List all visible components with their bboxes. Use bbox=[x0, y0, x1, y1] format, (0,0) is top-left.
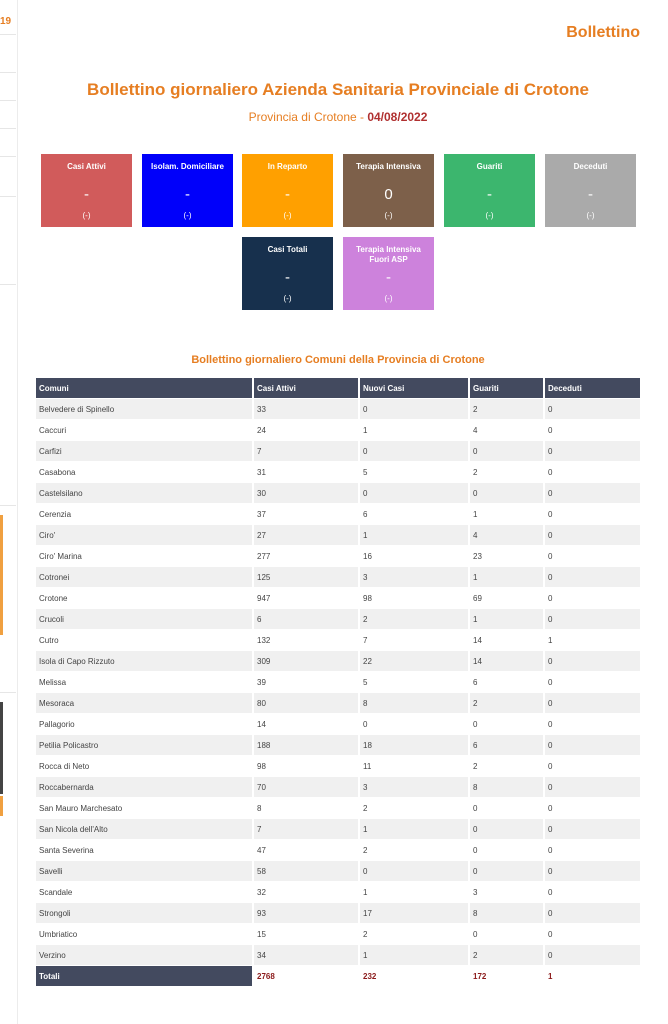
cell-nuovi-casi: 3 bbox=[360, 776, 470, 797]
cell-nuovi-casi: 5 bbox=[360, 461, 470, 482]
table-row bbox=[36, 650, 640, 671]
stat-card-label: Casi Totali bbox=[267, 245, 308, 254]
cell-comune: Verzino bbox=[36, 944, 254, 965]
cell-casi-attivi: 309 bbox=[254, 650, 360, 671]
divider bbox=[0, 284, 16, 285]
cell-casi-attivi: 7 bbox=[254, 440, 360, 461]
table-row bbox=[36, 503, 640, 524]
stat-card-label: Isolam. Domiciliare bbox=[151, 162, 224, 171]
comuni-table bbox=[36, 378, 640, 986]
cell-guariti: 2 bbox=[470, 944, 545, 965]
cell-casi-attivi: 93 bbox=[254, 902, 360, 923]
table-row bbox=[36, 419, 640, 440]
stat-card bbox=[142, 154, 233, 227]
cell-guariti: 0 bbox=[470, 482, 545, 503]
cell-comune: Rocca di Neto bbox=[36, 755, 254, 776]
divider bbox=[0, 100, 16, 101]
cell-comune: Carfizi bbox=[36, 440, 254, 461]
table-header-row bbox=[36, 378, 640, 398]
header-comuni: Comuni bbox=[36, 378, 254, 398]
cell-deceduti: 0 bbox=[545, 650, 640, 671]
cell-casi-attivi: 188 bbox=[254, 734, 360, 755]
stat-card-value: - bbox=[84, 186, 89, 203]
cell-deceduti: 0 bbox=[545, 503, 640, 524]
stat-card bbox=[242, 237, 333, 310]
cell-casi-attivi: 15 bbox=[254, 923, 360, 944]
cell-nuovi-casi: 0 bbox=[360, 860, 470, 881]
divider bbox=[0, 34, 16, 35]
cell-comune: Pallagorio bbox=[36, 713, 254, 734]
stat-card-label: In Reparto bbox=[267, 162, 308, 171]
cell-guariti: 0 bbox=[470, 923, 545, 944]
cell-nuovi-casi: 2 bbox=[360, 797, 470, 818]
total-guariti: 172 bbox=[470, 965, 545, 986]
cell-comune: Savelli bbox=[36, 860, 254, 881]
page-title: Bollettino giornaliero Azienda Sanitaria Provinciale di Crotone bbox=[87, 80, 589, 99]
stat-card-value: - bbox=[285, 186, 290, 203]
cell-nuovi-casi: 1 bbox=[360, 818, 470, 839]
cell-nuovi-casi: 5 bbox=[360, 671, 470, 692]
bulletin-date: 04/08/2022 bbox=[367, 110, 428, 124]
cell-deceduti: 0 bbox=[545, 860, 640, 881]
cell-casi-attivi: 58 bbox=[254, 860, 360, 881]
cell-deceduti: 0 bbox=[545, 566, 640, 587]
cell-nuovi-casi: 1 bbox=[360, 944, 470, 965]
cell-guariti: 1 bbox=[470, 566, 545, 587]
cell-casi-attivi: 14 bbox=[254, 713, 360, 734]
sidebar-widget-dark bbox=[0, 702, 3, 794]
stat-card-delta: (-) bbox=[183, 211, 192, 220]
total-comune: Totali bbox=[36, 965, 254, 986]
cell-comune: Casabona bbox=[36, 461, 254, 482]
cell-comune: Mesoraca bbox=[36, 692, 254, 713]
table-row bbox=[36, 944, 640, 965]
cell-comune: Caccuri bbox=[36, 419, 254, 440]
stat-card-label: Deceduti bbox=[573, 162, 608, 171]
cell-comune: Isola di Capo Rizzuto bbox=[36, 650, 254, 671]
divider bbox=[0, 692, 16, 693]
total-casi-attivi: 2768 bbox=[254, 965, 360, 986]
table-row bbox=[36, 713, 640, 734]
cell-casi-attivi: 6 bbox=[254, 608, 360, 629]
divider bbox=[0, 505, 16, 506]
table-row bbox=[36, 608, 640, 629]
stat-card-value: 0 bbox=[384, 186, 393, 203]
cell-guariti: 8 bbox=[470, 776, 545, 797]
cell-deceduti: 0 bbox=[545, 818, 640, 839]
cell-casi-attivi: 98 bbox=[254, 755, 360, 776]
stat-card-value: - bbox=[487, 186, 492, 203]
cell-deceduti: 0 bbox=[545, 461, 640, 482]
cell-nuovi-casi: 16 bbox=[360, 545, 470, 566]
cell-comune: Roccabernarda bbox=[36, 776, 254, 797]
stat-card-delta: (-) bbox=[485, 211, 494, 220]
sidebar-widget-accent bbox=[0, 515, 3, 635]
cell-deceduti: 0 bbox=[545, 587, 640, 608]
header-nuovi-casi: Nuovi Casi bbox=[360, 378, 470, 398]
cell-deceduti: 0 bbox=[545, 944, 640, 965]
cell-comune: Castelsilano bbox=[36, 482, 254, 503]
cell-guariti: 0 bbox=[470, 440, 545, 461]
left-sidebar bbox=[0, 0, 18, 1024]
cell-casi-attivi: 33 bbox=[254, 398, 360, 419]
cell-nuovi-casi: 0 bbox=[360, 398, 470, 419]
table-row bbox=[36, 923, 640, 944]
cell-deceduti: 0 bbox=[545, 755, 640, 776]
stat-card-label: Terapia Intensiva bbox=[356, 162, 421, 171]
cell-comune: San Mauro Marchesato bbox=[36, 797, 254, 818]
cell-casi-attivi: 24 bbox=[254, 419, 360, 440]
cell-casi-attivi: 39 bbox=[254, 671, 360, 692]
cell-casi-attivi: 7 bbox=[254, 818, 360, 839]
stat-card bbox=[343, 154, 434, 227]
table-row bbox=[36, 755, 640, 776]
stat-card-value: - bbox=[285, 269, 290, 286]
table-row bbox=[36, 839, 640, 860]
cell-comune: Ciro' bbox=[36, 524, 254, 545]
table-row bbox=[36, 398, 640, 419]
table-row bbox=[36, 818, 640, 839]
cell-deceduti: 0 bbox=[545, 482, 640, 503]
cell-deceduti: 0 bbox=[545, 524, 640, 545]
table-row bbox=[36, 482, 640, 503]
cell-comune: Crotone bbox=[36, 587, 254, 608]
cell-guariti: 14 bbox=[470, 629, 545, 650]
stat-card-value: - bbox=[588, 186, 593, 203]
stat-card-label: Guariti bbox=[476, 162, 503, 171]
table-row bbox=[36, 860, 640, 881]
total-deceduti: 1 bbox=[545, 965, 640, 986]
table-row bbox=[36, 524, 640, 545]
stat-card bbox=[444, 154, 535, 227]
total-nuovi-casi: 232 bbox=[360, 965, 470, 986]
cell-deceduti: 0 bbox=[545, 608, 640, 629]
divider bbox=[0, 72, 16, 73]
cell-comune: Melissa bbox=[36, 671, 254, 692]
cell-guariti: 69 bbox=[470, 587, 545, 608]
table-row bbox=[36, 734, 640, 755]
cell-comune: San Nicola dell'Alto bbox=[36, 818, 254, 839]
header-deceduti: Deceduti bbox=[545, 378, 640, 398]
header-casi-attivi: Casi Attivi bbox=[254, 378, 360, 398]
cell-deceduti: 0 bbox=[545, 419, 640, 440]
table-row bbox=[36, 671, 640, 692]
cell-casi-attivi: 27 bbox=[254, 524, 360, 545]
cell-casi-attivi: 30 bbox=[254, 482, 360, 503]
cell-guariti: 0 bbox=[470, 797, 545, 818]
cell-nuovi-casi: 98 bbox=[360, 587, 470, 608]
left-sidebar-number: 19 bbox=[0, 16, 12, 27]
cell-deceduti: 0 bbox=[545, 881, 640, 902]
cell-casi-attivi: 80 bbox=[254, 692, 360, 713]
subtitle-province: Provincia di Crotone - bbox=[248, 110, 368, 124]
cell-comune: Strongoli bbox=[36, 902, 254, 923]
cell-guariti: 3 bbox=[470, 881, 545, 902]
cell-nuovi-casi: 0 bbox=[360, 482, 470, 503]
stat-card-delta: (-) bbox=[384, 211, 393, 220]
cell-comune: Belvedere di Spinello bbox=[36, 398, 254, 419]
cell-deceduti: 0 bbox=[545, 797, 640, 818]
cell-deceduti: 0 bbox=[545, 734, 640, 755]
cell-casi-attivi: 947 bbox=[254, 587, 360, 608]
cell-deceduti: 0 bbox=[545, 440, 640, 461]
cell-nuovi-casi: 0 bbox=[360, 713, 470, 734]
stat-card bbox=[41, 154, 132, 227]
table-row bbox=[36, 587, 640, 608]
cell-nuovi-casi: 1 bbox=[360, 881, 470, 902]
cell-deceduti: 0 bbox=[545, 398, 640, 419]
cell-casi-attivi: 47 bbox=[254, 839, 360, 860]
cell-deceduti: 0 bbox=[545, 671, 640, 692]
stat-card-delta: (-) bbox=[82, 211, 91, 220]
cell-guariti: 14 bbox=[470, 650, 545, 671]
cell-nuovi-casi: 1 bbox=[360, 419, 470, 440]
stat-card-value: - bbox=[185, 186, 190, 203]
stat-card-delta: (-) bbox=[586, 211, 595, 220]
cell-guariti: 2 bbox=[470, 755, 545, 776]
cell-deceduti: 0 bbox=[545, 692, 640, 713]
cell-casi-attivi: 277 bbox=[254, 545, 360, 566]
cell-comune: Umbriatico bbox=[36, 923, 254, 944]
cell-deceduti: 0 bbox=[545, 902, 640, 923]
page-heading: Bollettino bbox=[566, 24, 640, 41]
cell-guariti: 6 bbox=[470, 734, 545, 755]
cell-deceduti: 1 bbox=[545, 629, 640, 650]
divider bbox=[0, 156, 16, 157]
cell-guariti: 0 bbox=[470, 860, 545, 881]
cell-casi-attivi: 31 bbox=[254, 461, 360, 482]
table-row bbox=[36, 881, 640, 902]
cell-nuovi-casi: 22 bbox=[360, 650, 470, 671]
cell-comune: Petilia Policastro bbox=[36, 734, 254, 755]
stat-card-delta: (-) bbox=[283, 294, 292, 303]
subtitle bbox=[36, 110, 640, 124]
stat-card-delta: (-) bbox=[283, 211, 292, 220]
cell-nuovi-casi: 3 bbox=[360, 566, 470, 587]
cell-guariti: 4 bbox=[470, 419, 545, 440]
cell-nuovi-casi: 2 bbox=[360, 608, 470, 629]
stat-card bbox=[343, 237, 434, 310]
cell-guariti: 2 bbox=[470, 461, 545, 482]
table-row bbox=[36, 545, 640, 566]
cell-deceduti: 0 bbox=[545, 776, 640, 797]
cell-guariti: 8 bbox=[470, 902, 545, 923]
cell-casi-attivi: 37 bbox=[254, 503, 360, 524]
table-row bbox=[36, 440, 640, 461]
cell-nuovi-casi: 0 bbox=[360, 440, 470, 461]
stat-card-value: - bbox=[386, 269, 391, 286]
cell-comune: Ciro' Marina bbox=[36, 545, 254, 566]
table-row bbox=[36, 692, 640, 713]
cell-casi-attivi: 34 bbox=[254, 944, 360, 965]
cell-guariti: 0 bbox=[470, 713, 545, 734]
stat-card-label: Terapia Intensiva Fuori ASP bbox=[356, 245, 421, 264]
cell-deceduti: 0 bbox=[545, 839, 640, 860]
sidebar-widget-accent bbox=[0, 796, 3, 816]
cell-nuovi-casi: 7 bbox=[360, 629, 470, 650]
cell-comune: Cotronei bbox=[36, 566, 254, 587]
cell-casi-attivi: 125 bbox=[254, 566, 360, 587]
table-row bbox=[36, 629, 640, 650]
cell-guariti: 1 bbox=[470, 608, 545, 629]
cell-nuovi-casi: 6 bbox=[360, 503, 470, 524]
table-row bbox=[36, 566, 640, 587]
cell-comune: Cerenzia bbox=[36, 503, 254, 524]
cell-nuovi-casi: 17 bbox=[360, 902, 470, 923]
cell-casi-attivi: 8 bbox=[254, 797, 360, 818]
stat-card-label: Casi Attivi bbox=[67, 162, 106, 171]
cell-nuovi-casi: 2 bbox=[360, 839, 470, 860]
divider bbox=[0, 196, 16, 197]
stat-card-delta: (-) bbox=[384, 294, 393, 303]
header-guariti: Guariti bbox=[470, 378, 545, 398]
cell-nuovi-casi: 2 bbox=[360, 923, 470, 944]
cell-deceduti: 0 bbox=[545, 923, 640, 944]
cell-guariti: 1 bbox=[470, 503, 545, 524]
cell-guariti: 23 bbox=[470, 545, 545, 566]
cell-nuovi-casi: 11 bbox=[360, 755, 470, 776]
table-row bbox=[36, 776, 640, 797]
table-row bbox=[36, 797, 640, 818]
totals-row bbox=[36, 965, 640, 986]
stat-card bbox=[545, 154, 636, 227]
cell-casi-attivi: 70 bbox=[254, 776, 360, 797]
cell-casi-attivi: 32 bbox=[254, 881, 360, 902]
cell-deceduti: 0 bbox=[545, 713, 640, 734]
cell-guariti: 0 bbox=[470, 818, 545, 839]
table-row bbox=[36, 902, 640, 923]
cell-comune: Santa Severina bbox=[36, 839, 254, 860]
cell-casi-attivi: 132 bbox=[254, 629, 360, 650]
cell-deceduti: 0 bbox=[545, 545, 640, 566]
cell-nuovi-casi: 18 bbox=[360, 734, 470, 755]
divider bbox=[0, 128, 16, 129]
cell-guariti: 2 bbox=[470, 398, 545, 419]
cell-comune: Crucoli bbox=[36, 608, 254, 629]
cell-guariti: 4 bbox=[470, 524, 545, 545]
table-row bbox=[36, 461, 640, 482]
cell-nuovi-casi: 8 bbox=[360, 692, 470, 713]
section-title: Bollettino giornaliero Comuni della Provincia di Crotone bbox=[191, 354, 485, 366]
stat-card bbox=[242, 154, 333, 227]
cell-guariti: 0 bbox=[470, 839, 545, 860]
cell-comune: Cutro bbox=[36, 629, 254, 650]
cell-comune: Scandale bbox=[36, 881, 254, 902]
cell-guariti: 2 bbox=[470, 692, 545, 713]
cell-nuovi-casi: 1 bbox=[360, 524, 470, 545]
cell-guariti: 6 bbox=[470, 671, 545, 692]
